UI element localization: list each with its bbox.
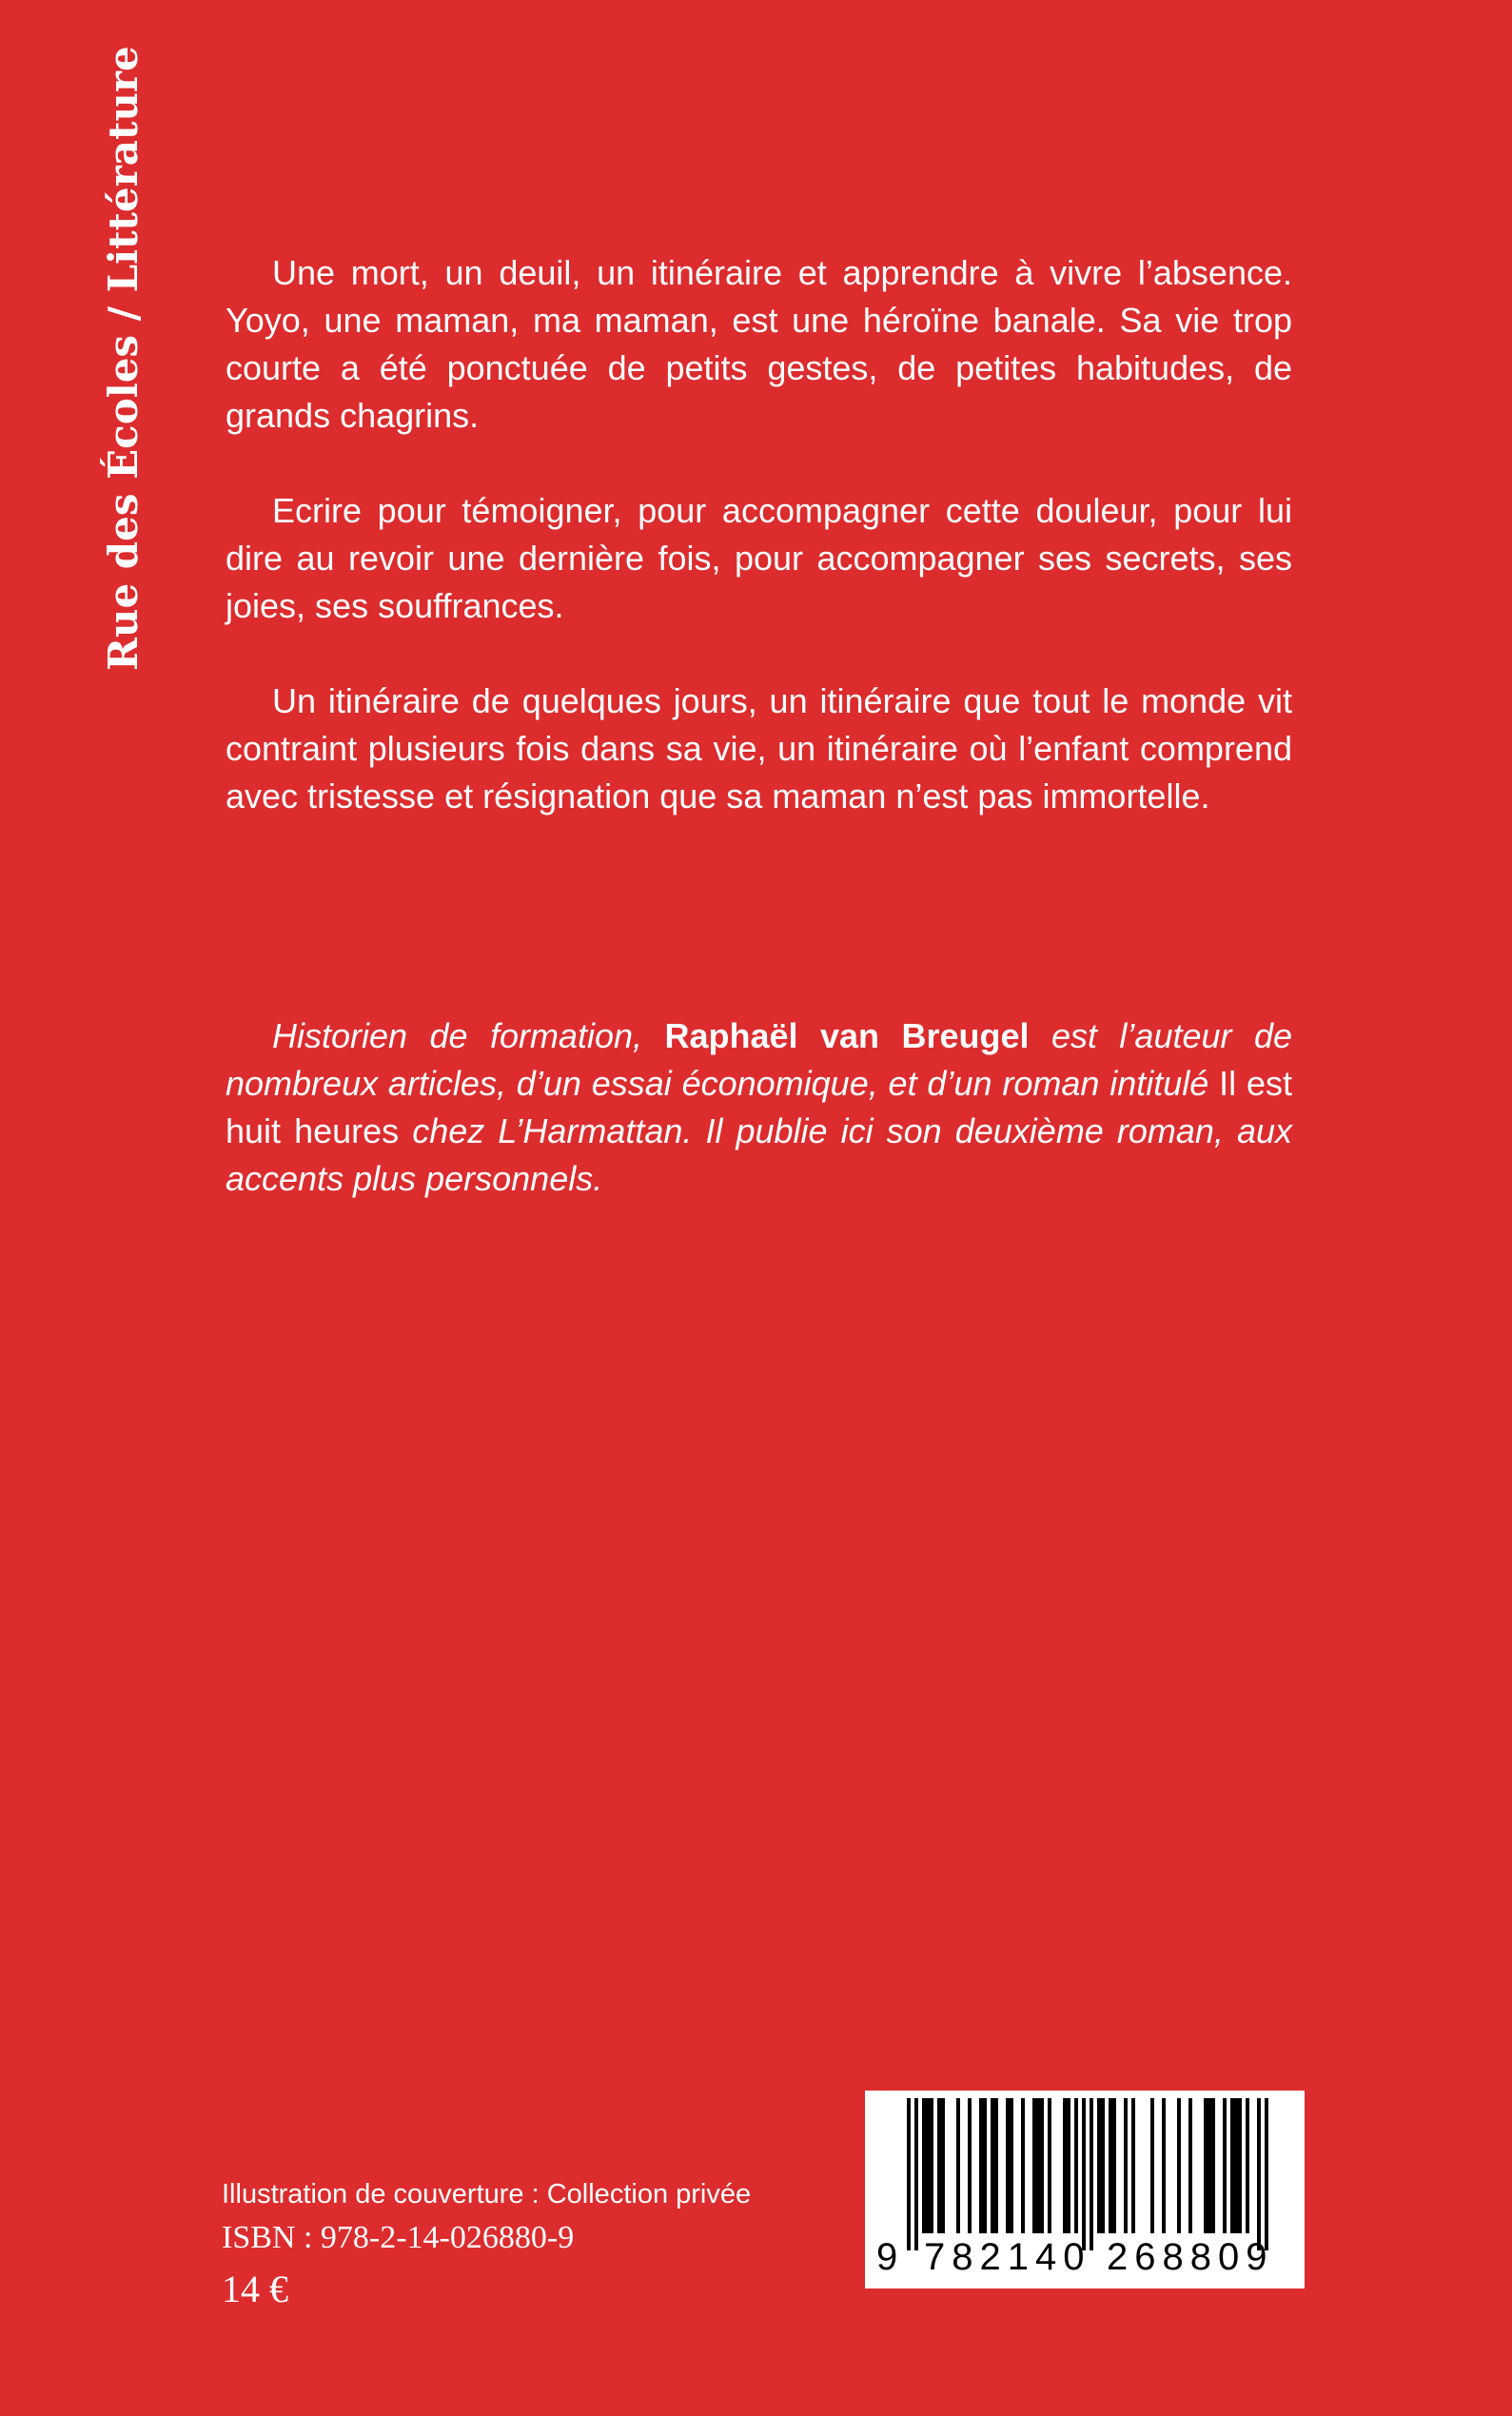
barcode-bar xyxy=(922,2098,933,2233)
barcode-bar xyxy=(1097,2098,1105,2233)
barcode-bar xyxy=(1150,2098,1154,2233)
barcode-bar xyxy=(1074,2098,1078,2233)
barcode-bar xyxy=(1048,2098,1051,2233)
credits xyxy=(222,2175,751,2316)
barcode-bar xyxy=(956,2098,960,2233)
barcode-guard-bar xyxy=(1082,2098,1086,2250)
barcode-bar xyxy=(1246,2098,1249,2233)
barcode-bar xyxy=(1063,2098,1070,2233)
barcode-bar xyxy=(937,2098,945,2233)
barcode-bar xyxy=(1131,2098,1135,2233)
barcode-bar xyxy=(1177,2098,1181,2233)
price: 14 € xyxy=(222,2268,288,2310)
barcode-guard-bar xyxy=(1265,2098,1268,2250)
barcode-bar xyxy=(1204,2098,1215,2233)
barcode-bar xyxy=(979,2098,987,2233)
barcode-left-digits: 782140 xyxy=(924,2236,1091,2278)
previous-book-title: Il est huit heures xyxy=(226,1064,1292,1150)
author-bio xyxy=(226,1012,1292,1203)
barcode-guard-bar xyxy=(1257,2098,1261,2250)
blurb-paragraph-2: Ecrire pour témoigner, pour accompagner cette douleur, pour lui dire au revoir une dernière fois, pour accompagner ses secrets, ses joies, ses souffrances. xyxy=(226,491,1292,625)
barcode-bar xyxy=(1162,2098,1166,2233)
isbn: ISBN : 978-2-14-026880-9 xyxy=(222,2220,575,2255)
author-bio-intro: Historien de formation, xyxy=(272,1016,665,1055)
blurb xyxy=(226,249,1292,868)
barcode-first-digit: 9 xyxy=(876,2236,898,2278)
barcode-bar xyxy=(968,2098,972,2233)
author-bio-end: chez L’Harmattan. Il publie ici son deuxième roman, aux accents plus personnels. xyxy=(226,1111,1292,1198)
barcode-bar xyxy=(1124,2098,1128,2233)
barcode-bar xyxy=(991,2098,998,2233)
blurb-paragraph-3: Un itinéraire de quelques jours, un itinéraire que tout le monde vit contraint plusieurs fois dans sa vie, un itinéraire où l’enfant comprend avec tristesse et résignation que sa maman n’est pas immortelle. xyxy=(226,681,1292,815)
barcode-guard-bar xyxy=(914,2098,918,2250)
barcode-guard-bar xyxy=(1090,2098,1093,2250)
barcode-bar xyxy=(1032,2098,1044,2233)
barcode-bar xyxy=(1021,2098,1025,2233)
barcode-bar xyxy=(1006,2098,1013,2233)
barcode-guard-bar xyxy=(907,2098,911,2250)
barcode-right-digits: 268809 xyxy=(1107,2236,1274,2278)
barcode-bar xyxy=(1188,2098,1192,2233)
barcode-bar xyxy=(1230,2098,1242,2233)
barcode xyxy=(865,2091,1305,2288)
collection-label: Rue des Écoles / Littérature xyxy=(100,46,147,671)
illustration-credit: Illustration de couverture : Collection privée xyxy=(222,2179,752,2210)
blurb-paragraph-1: Une mort, un deuil, un itinéraire et apprendre à vivre l’absence. Yoyo, une maman, ma maman, est une héroïne banale. Sa vie trop courte a été ponctuée de petits gestes, de petites habitudes, de grands chagrins. xyxy=(226,253,1292,435)
author-name: Raphaël van Breugel xyxy=(664,1016,1030,1055)
barcode-bar xyxy=(1109,2098,1116,2233)
barcode-bar xyxy=(1223,2098,1227,2233)
author-bio-middle: est l’auteur de nombreux articles, d’un essai économique, et d’un roman intitulé xyxy=(226,1016,1292,1103)
